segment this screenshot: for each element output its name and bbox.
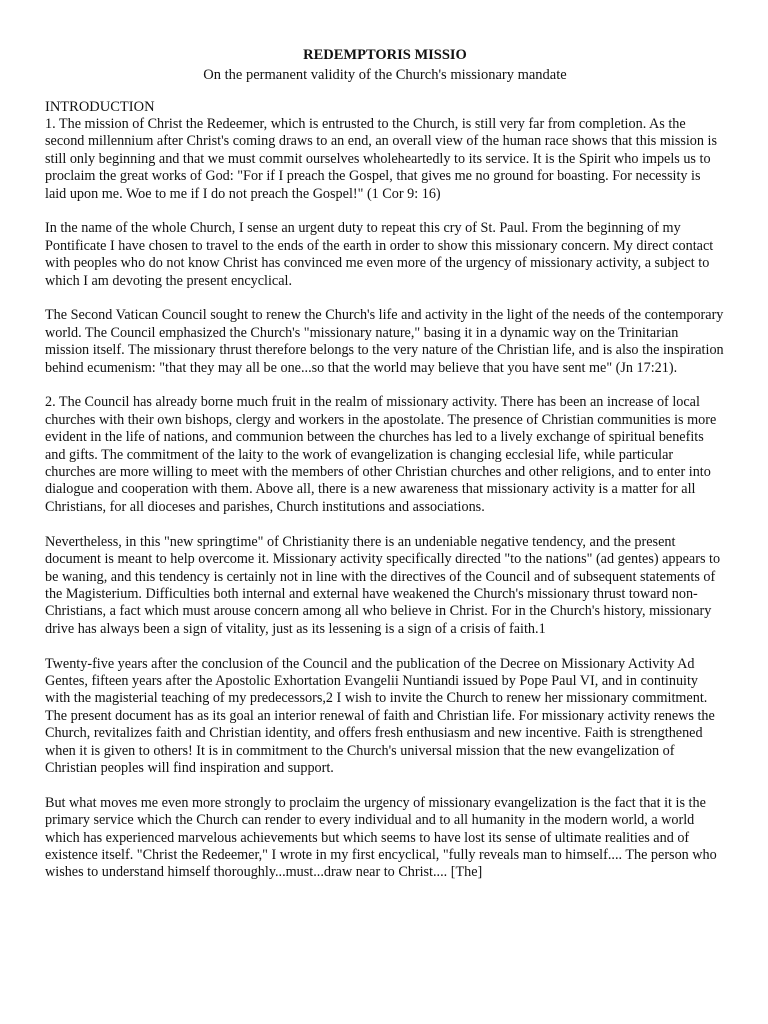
paragraph: 2. The Council has already borne much fruit in the realm of missionary activity. There has been an increase of local churches with their own bishops, clergy and workers in the apostolate. The presence of Christian communities is more evident in the life of nations, and communion between the churches has led to a lively exchange of spiritual benefits and gifts. The commitment of the laity to the work of evangelization is changing ecclesial life, while particular churches are more willing to meet with the members of other Christian churches and other religions, and to enter into dialogue and cooperation with them. Above all, there is a new awareness that missionary activity is a matter for all Christians, for all dioceses and parishes, Church institutions and associations.: [45, 394, 717, 515]
paragraph: But what moves me even more strongly to proclaim the urgency of missionary evangelization is the fact that it is the primary service which the Church can render to every individual and to all humanity in the modern world, a world which has experienced marvelous achievements but which seems to have lost its sense of ultimate realities and of existence itself. "Christ the Redeemer," I wrote in my first encyclical, "fully reveals man to himself.... The person who wishes to understand himself thoroughly...must...draw near to Christ.... [The]: [45, 794, 717, 881]
section-heading: INTRODUCTION: [45, 99, 155, 115]
paragraph: In the name of the whole Church, I sense an urgent duty to repeat this cry of St. Paul. From the beginning of my Pontificate I have chosen to travel to the ends of the earth in order to show this missionary concern. My direct contact with peoples who do not know Christ has convinced me even more of the urgency of missionary activity, a subject to which I am devoting the present encyclical.: [45, 220, 714, 289]
paragraph: 1. The mission of Christ the Redeemer, which is entrusted to the Church, is still very far from completion. As the second millennium after Christ's coming draws to an end, an overall view of the human race shows that this mission is still only beginning and that we must commit ourselves wholeheartedly to its service. It is the Spirit who impels us to proclaim the great works of God: "For if I preach the Gospel, that gives me no ground for boasting. For necessity is laid upon me. Woe to me if I do not preach the Gospel!" (1 Cor 9: 16): [45, 116, 717, 202]
document-title: REDEMPTORIS MISSIO: [303, 47, 467, 63]
paragraph: Nevertheless, in this "new springtime" of Christianity there is an undeniable negative tendency, and the present document is meant to help overcome it. Missionary activity specifically directed "to the nations" (ad gentes) appears to be waning, and this tendency is certainly not in line with the directives of the Council and of subsequent statements of the Magisterium. Difficulties both internal and external have weakened the Church's missionary thrust toward non-Christians, a fact which must arouse concern among all who believe in Christ. For in the Church's history, missionary drive has always been a sign of vitality, just as its lessening is a sign of a crisis of faith.1: [45, 533, 721, 637]
document-page: [45, 46, 725, 899]
paragraph: Twenty-five years after the conclusion of the Council and the publication of the Decree on Missionary Activity Ad Gentes, fifteen years after the Apostolic Exhortation Evangelii Nuntiandi issued by Pope Paul VI, and in continuity with the magisterial teaching of my predecessors,2 I wish to invite the Church to renew her missionary commitment. The present document has as its goal an interior renewal of faith and Christian life. For missionary activity renews the Church, revitalizes faith and Christian identity, and offers fresh enthusiasm and new incentive. Faith is strengthened when it is given to others! It is in commitment to the Church's universal mission that the new evangelization of Christian peoples will find inspiration and support.: [45, 655, 715, 776]
paragraph: The Second Vatican Council sought to renew the Church's life and activity in the light of the needs of the contemporary world. The Council emphasized the Church's "missionary nature," basing it in a dynamic way on the Trinitarian mission itself. The missionary thrust therefore belongs to the very nature of the Christian life, and is also the inspiration behind ecumenism: "that they may all be one...so that the world may believe that you have sent me" (Jn 17:21).: [45, 307, 724, 376]
document-subtitle: On the permanent validity of the Church's missionary mandate: [203, 67, 567, 83]
